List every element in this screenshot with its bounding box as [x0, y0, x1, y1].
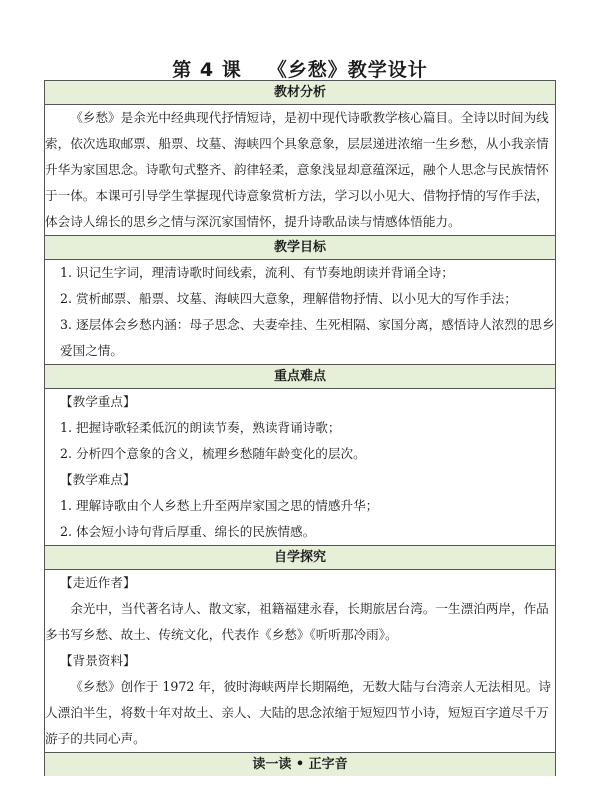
goal-item: 3. 逐层体会乡愁内涵：母子思念、夫妻牵挂、生死相隔、家国分离，感悟诗人浓烈的思乡爱国之情。 — [60, 317, 555, 358]
section-body-keypoints — [45, 389, 556, 546]
goal-item: 2. 赏析邮票、船票、坟墓、海峡四大意象，理解借物抒情、以小见大的写作手法； — [60, 291, 517, 306]
lesson-name: 《乡愁》教学设计 — [267, 59, 428, 81]
section-header-keypoints: 重点难点 — [45, 365, 556, 389]
section-header-selfstudy: 自学探究 — [45, 546, 556, 570]
section-header-reading: 读一读 • 正字音 — [45, 753, 556, 777]
lesson-number: 第 4 课 — [172, 59, 242, 81]
focus-item: 1. 把握诗歌轻柔低沉的朗读节奏，熟读背诵诗歌； — [60, 420, 341, 435]
difficulty-item: 1. 理解诗歌由个人乡愁上升至两岸家国之思的情感升华； — [60, 498, 379, 513]
section-header-goals: 教学目标 — [45, 236, 556, 260]
lesson-plan-table — [44, 80, 556, 776]
focus-label: 【教学重点】 — [60, 394, 136, 409]
section-body-goals — [45, 260, 556, 365]
author-label: 【走近作者】 — [60, 575, 136, 590]
difficulty-item: 2. 体会短小诗句背后厚重、绵长的民族情感。 — [60, 524, 316, 539]
page-title — [0, 55, 600, 82]
goal-item: 1. 识记生字词，理清诗歌时间线索，流利、有节奏地朗读并背诵全诗； — [60, 265, 454, 280]
author-paragraph: 余光中，当代著名诗人、散文家，祖籍福建永春，长期旅居台湾。一生漂泊两岸，作品多书写乡愁、故土、传统文化，代表作《乡愁》《听听那冷雨》。 — [45, 601, 549, 642]
background-paragraph: 《乡愁》创作于 1972 年，彼时海峡两岸长期隔绝，无数大陆与台湾亲人无法相见。诗人漂泊半生，将数十年对故土、亲人、大陆的思念浓缩于短短四节小诗，短短百字道尽千万游子的共同心声。 — [45, 679, 552, 746]
section-header-analysis: 教材分析 — [45, 81, 556, 105]
background-label: 【背景资料】 — [60, 653, 136, 668]
analysis-paragraph: 《乡愁》是余光中经典现代抒情短诗，是初中现代诗歌教学核心篇目。全诗以时间为线索，依次选取邮票、船票、坟墓、海峡四个具象意象，层层递进浓缩一生乡愁，从小我亲情升华为家国思念。诗歌句式整齐、韵律轻柔，意象浅显却意蕴深远，融个人思念与民族情怀于一体。本课可引导学生掌握现代诗意象赏析方法，学习以小见大、借物抒情的写作手法，体会诗人绵长的思乡之情与深沉家国情怀，提升诗歌品读与情感体悟能力。 — [45, 110, 549, 229]
focus-item: 2. 分析四个意象的含义，梳理乡愁随年龄变化的层次。 — [60, 446, 366, 461]
difficulty-label: 【教学难点】 — [60, 472, 136, 487]
section-body-selfstudy — [45, 570, 556, 753]
section-body-analysis — [45, 105, 556, 236]
